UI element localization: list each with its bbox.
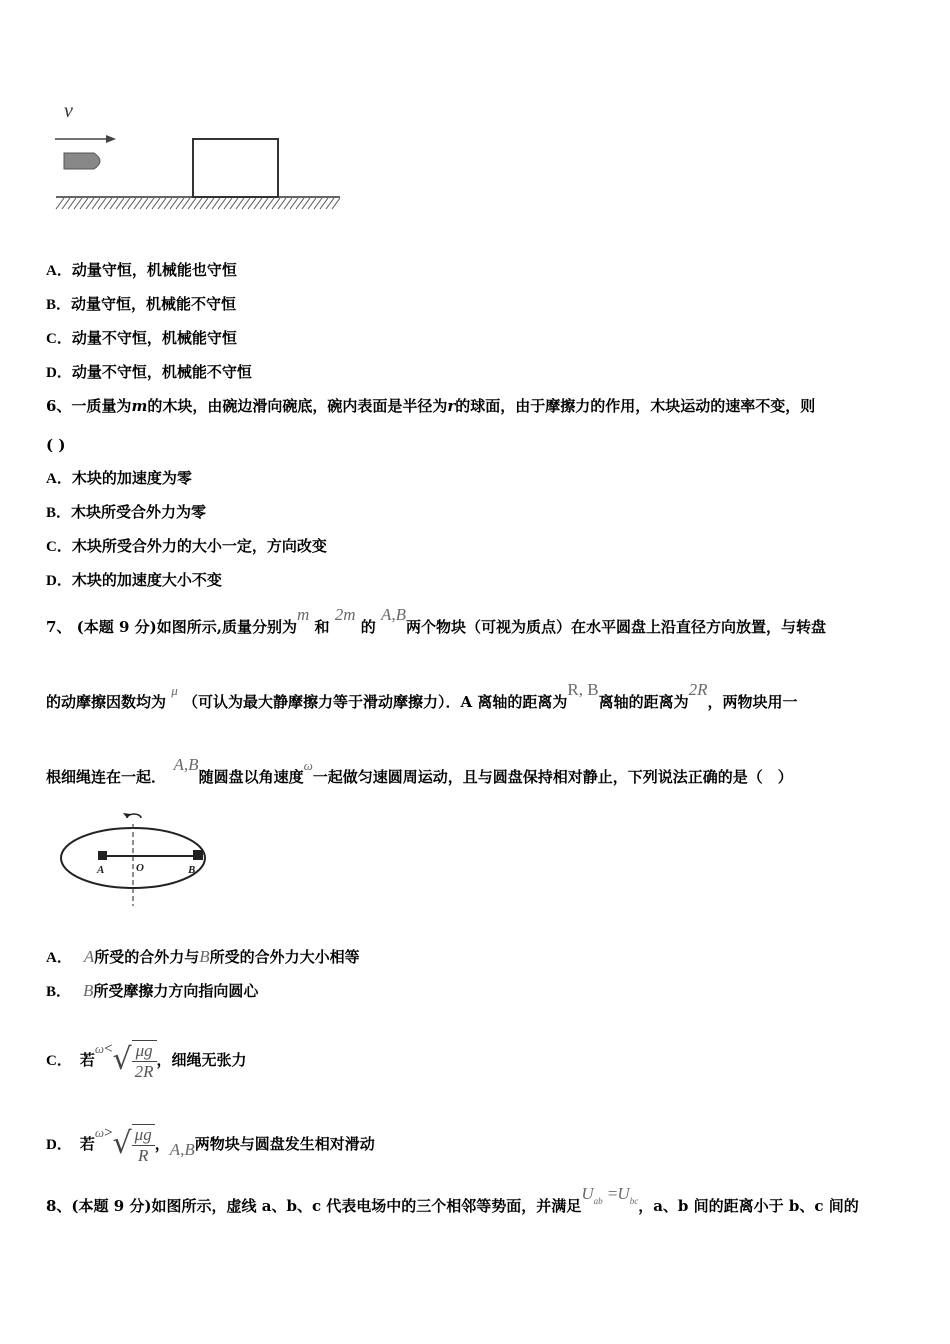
q7-stem-line1: 7、 (本题 9 分)如图所示,质量分别为m 和 2m 的 A,B两个物块（可视为质点）在水平圆盘上沿直径方向放置，与转盘 <box>46 605 827 636</box>
q8-stem-line1: 8、(本题 9 分)如图所示，虚线 a、b、c 代表电场中的三个相邻等势面，并满足$U^{ab} =U^{bc}$，a、b 间的距离小于 b、c 间的 <box>46 1184 859 1215</box>
q6-option-c[interactable]: C．木块所受合外力的大小一定，方向改变 <box>46 537 327 555</box>
q7-stem-line3: 根细绳连在一起． A,B随圆盘以角速度ω一起做匀速圆周运动，且与圆盘保持相对静止，下列说法正确的是（ ） <box>46 755 793 786</box>
q7-option-b[interactable]: B． B所受摩擦力方向指向圆心 <box>46 981 259 1000</box>
wood-block <box>193 139 278 197</box>
sqrt-icon: √ <box>112 1042 132 1077</box>
q7-stem-line2: 的动摩擦因数均为 μ （可认为最大静摩擦力等于滑动摩擦力）．A 离轴的距离为R, B离轴的距离为2R，两物块用一 <box>46 680 798 711</box>
q6-option-d[interactable]: D．木块的加速度大小不变 <box>46 571 222 589</box>
q5-option-b[interactable]: B．动量守恒，机械能不守恒 <box>46 295 237 313</box>
label-a: A <box>97 864 105 876</box>
velocity-arrowhead <box>106 135 116 143</box>
q5-option-c[interactable]: C．动量不守恒，机械能守恒 <box>46 329 237 347</box>
q6-paren: ( ) <box>46 436 66 454</box>
sqrt-mu-g-over-2R <box>113 1040 157 1082</box>
ground-hatch <box>56 198 340 209</box>
q7-option-a[interactable]: A． A所受的合外力与B所受的合外力大小相等 <box>46 947 360 966</box>
sqrt-icon: √ <box>112 1126 132 1161</box>
block-b <box>193 850 203 860</box>
sqrt-mu-g-over-R <box>113 1124 155 1166</box>
q6-option-a[interactable]: A．木块的加速度为零 <box>46 469 192 487</box>
fraction-mu-g-2r: $\frac{\mu g}{2R}$ <box>132 1040 157 1082</box>
q7-option-c[interactable]: C． 若ω<√ $\frac{\mu g}{2R}$ ，细绳无张力 <box>46 1041 247 1081</box>
turntable-figure <box>55 810 220 910</box>
fraction-mu-g-r: $\frac{\mu g}{R}$ <box>132 1124 155 1166</box>
q5-option-a[interactable]: A．动量守恒，机械能也守恒 <box>46 261 237 279</box>
q5-option-d[interactable]: D．动量不守恒，机械能不守恒 <box>46 363 252 381</box>
velocity-label: v <box>64 100 73 122</box>
bullet-block-figure <box>50 95 350 220</box>
block-a <box>98 851 107 860</box>
label-o: O <box>136 862 144 874</box>
q6-option-b[interactable]: B．木块所受合外力为零 <box>46 503 207 521</box>
label-b: B <box>188 864 196 876</box>
q7-option-d[interactable]: D． 若ω>√ $\frac{\mu g}{R}$ ，A,B两物块与圆盘发生相对滑动 <box>46 1125 375 1165</box>
bullet <box>64 153 100 169</box>
q6-stem: 6、一质量为m的木块，由碗边滑向碗底，碗内表面是半径为r的球面，由于摩擦力的作用，木块运动的速率不变，则 <box>46 397 816 415</box>
